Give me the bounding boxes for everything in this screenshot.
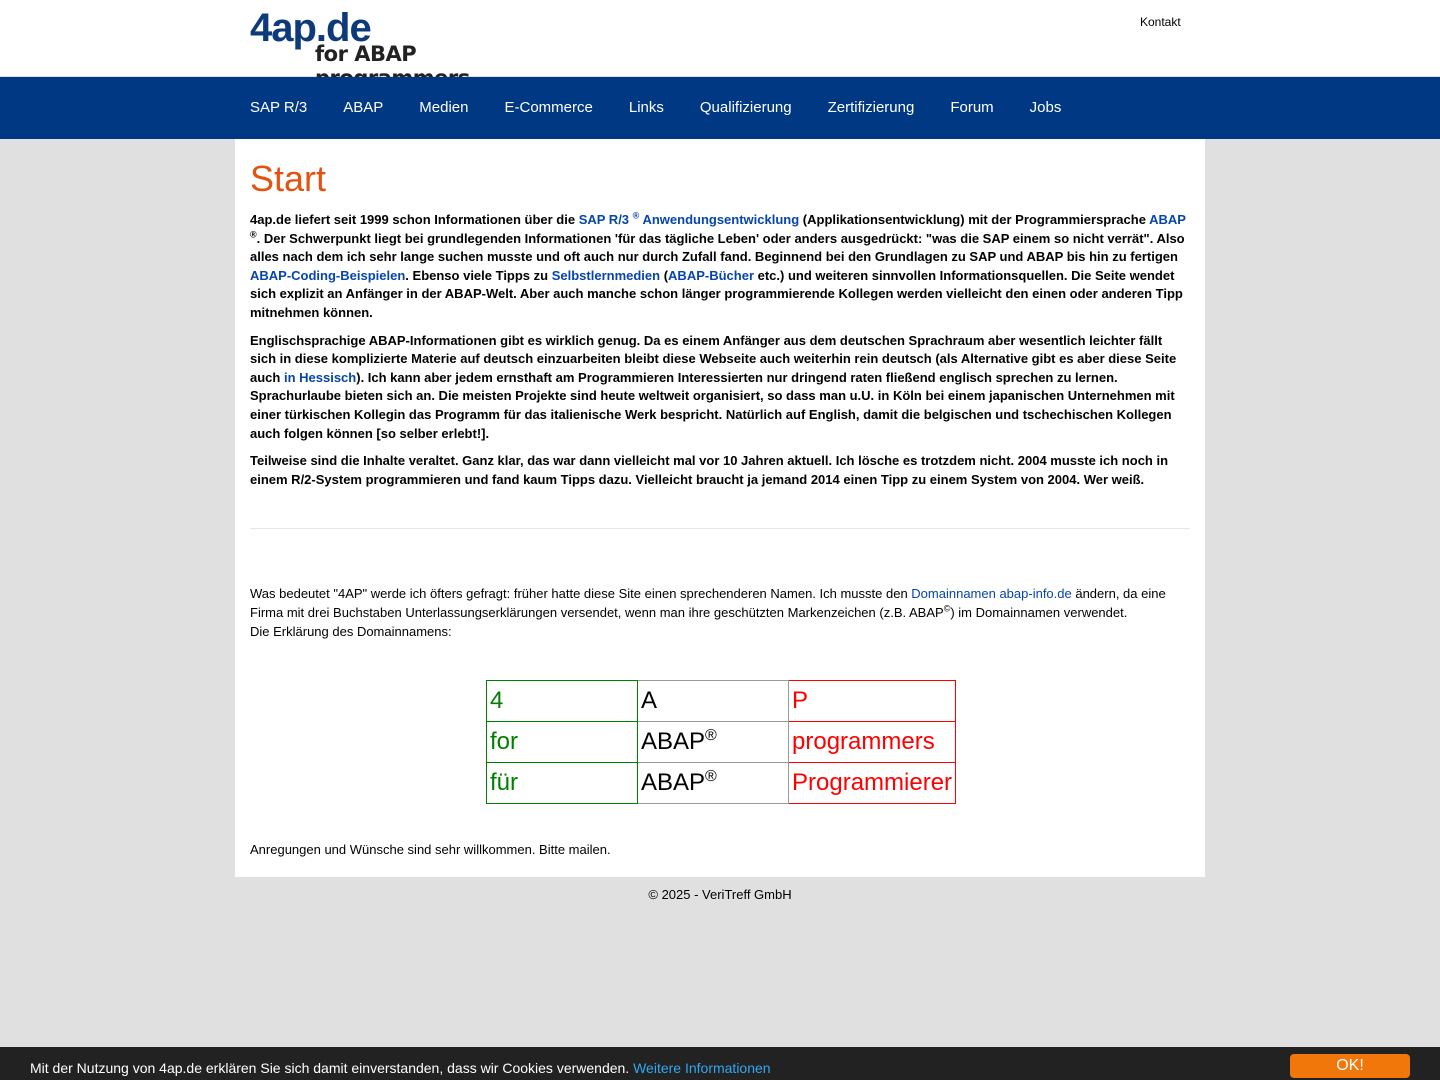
text: ). Ich kann aber jedem ernsthaft am Programmieren Interessierten nur dringend raten fließend englisch sprechen zu lernen. Sprachurlaube bieten sich an. Die meisten Projekte sind heute weltweit organisiert, so dass man u.U. in Köln bei einem japanischen Unternehmen mit einer türkischen Kollegin das Programm für das italienische Werk bespricht. Natürlich auf English, damit die belgischen und tschechischen Kollegen auch folgen können [so selber erlebt!]. [250,369,1175,441]
outdated-paragraph: Teilweise sind die Inhalte veraltet. Ganz klar, das war dann vielleicht mal vor 10 Jahren aktuell. Ich lösche es trotzdem nicht. 2004 musste ich noch in einem R/2-System programmieren und fand kaum Tipps dazu. Vielleicht braucht ja jemand 2014 einen Tipp zu einem System von 2004. Wer weiß. [250,453,1169,487]
nav-forum[interactable]: Forum [950,99,994,116]
cell-text: A [641,687,658,715]
hessisch-link[interactable]: in Hessisch [283,369,357,385]
site-logo[interactable] [250,8,550,70]
logo-sub-text: for ABAP [315,42,417,66]
main-navigation [0,77,1440,139]
table-cell: für [487,763,638,804]
abap-coding-beispiele-link[interactable]: ABAP-Coding-Beispielen [250,267,406,283]
table-cell: Programmierer [789,763,956,804]
domain-paragraph [250,585,1190,641]
nav-abap[interactable]: ABAP [343,99,384,116]
table-cell [638,763,789,804]
anwendungsentwicklung-link[interactable]: Anwendungsentwicklung [642,212,800,227]
text: . Ebenso viele Tipps zu [405,267,552,283]
page-title: Start [250,158,327,199]
divider [250,528,1190,529]
table-cell: P [789,681,956,722]
registered-mark: ® [705,727,717,745]
abap-link[interactable]: ABAP [1149,212,1186,227]
table-row [487,681,956,722]
registered-mark: ® [705,768,717,786]
feedback-text: Anregungen und Wünsche sind sehr willkommen. Bitte mailen. [250,842,611,858]
site-header [0,0,1440,76]
cookie-banner [0,1047,1440,1080]
nav-jobs[interactable]: Jobs [1029,99,1062,116]
text: ( [660,267,669,283]
content [250,139,1190,857]
table-row [487,722,956,763]
intro-paragraph [250,211,1190,323]
sap-r3-link[interactable]: SAP R/3 [578,212,630,227]
kontakt-link[interactable]: Kontakt [1140,15,1181,29]
table-cell [638,681,789,722]
registered-mark: ® [250,229,257,240]
sap-registered-sup-link[interactable] [633,212,643,227]
cookie-message [30,1060,771,1076]
english-paragraph [250,332,1190,444]
nav-sap-r3[interactable]: SAP R/3 [250,99,308,116]
text: (Applikationsentwicklung) mit der Programmiersprache [799,212,1150,227]
nav-qualifizierung[interactable]: Qualifizierung [699,99,792,116]
intro-section [250,211,1190,489]
text: ändern, da eine Firma mit drei Buchstaben Unterlassungserklärungen versendet, wenn man ihre geschützten Markenzeichen (z.B. ABAP [250,586,1166,620]
domain-explanation-table [486,680,956,804]
footer-copyright: © 2025 - VeriTreff GmbH [648,887,792,902]
cookie-text: Mit der Nutzung von 4ap.de erklären Sie sich damit einverstanden, dass wir Cookies verwenden. [30,1060,630,1076]
text: 4ap.de liefert seit 1999 schon Informationen über die [250,212,579,227]
cookie-ok-button[interactable]: OK! [1290,1054,1410,1078]
table-cell: programmers [789,722,956,763]
registered-mark: ® [632,210,640,221]
table-row [487,763,956,804]
table-cell: for [487,722,638,763]
logo-main-text: 4ap.de [250,6,371,50]
text: Was bedeutet "4AP" werde ich öfters gefragt: früher hatte diese Site einen sprechenderen Namen. Ich musste den [250,586,912,602]
text: ) im Domainnamen verwendet. [950,604,1128,620]
table-cell: 4 [487,681,638,722]
copyright-mark: © [943,603,951,614]
text: Englischsprachige ABAP-Informationen gibt es wirklich genug. Da es einem Anfänger aus dem deutschen Sprachraum aber wesentlich leichter fällt sich in diese komplizierte Materie auf deutsch einzuarbeiten bleibt diese Webseite auch weiterhin rein deutsch (als Alternative gibt es aber diese Seite auch [250,332,1177,385]
text: Die Erklärung des Domainnamens: [250,623,452,639]
cookie-more-info-link[interactable]: Weitere Informationen [633,1060,771,1076]
domain-explanation [250,585,1190,641]
nav-links[interactable]: Links [628,99,664,116]
abap-buecher-link[interactable]: ABAP-Bücher [668,267,755,283]
cell-text: ABAP [641,769,706,797]
cell-text: ABAP [641,728,706,756]
text: . Der Schwerpunkt liegt bei grundlegenden Informationen 'für das tägliche Leben' oder anders ausgedrückt: "was die SAP einem so nicht verrät". Also alles nach dem ich sehr lange suchen musste und oft auch nur durch Zufall fand. Beginnend bei den Grundlagen zu SAP und ABAP bis hin zu fertigen [250,230,1185,265]
main-container [235,139,1205,877]
table-cell [638,722,789,763]
nav-zertifizierung[interactable]: Zertifizierung [827,99,915,116]
text: etc.) und weiteren sinnvollen Informationsquellen. Die Seite wendet sich explizit an Anfänger in der ABAP-Welt. Aber auch manche schon länger programmierende Kollegen werden vielleicht den einen oder anderen Tipp mitnehmen können. [250,267,1183,320]
nav-e-commerce[interactable]: E-Commerce [504,99,593,116]
domainnamen-link[interactable]: Domainnamen abap-info.de [911,586,1072,602]
selbstlernmedien-link[interactable]: Selbstlernmedien [551,267,661,283]
nav-medien[interactable]: Medien [419,99,469,116]
